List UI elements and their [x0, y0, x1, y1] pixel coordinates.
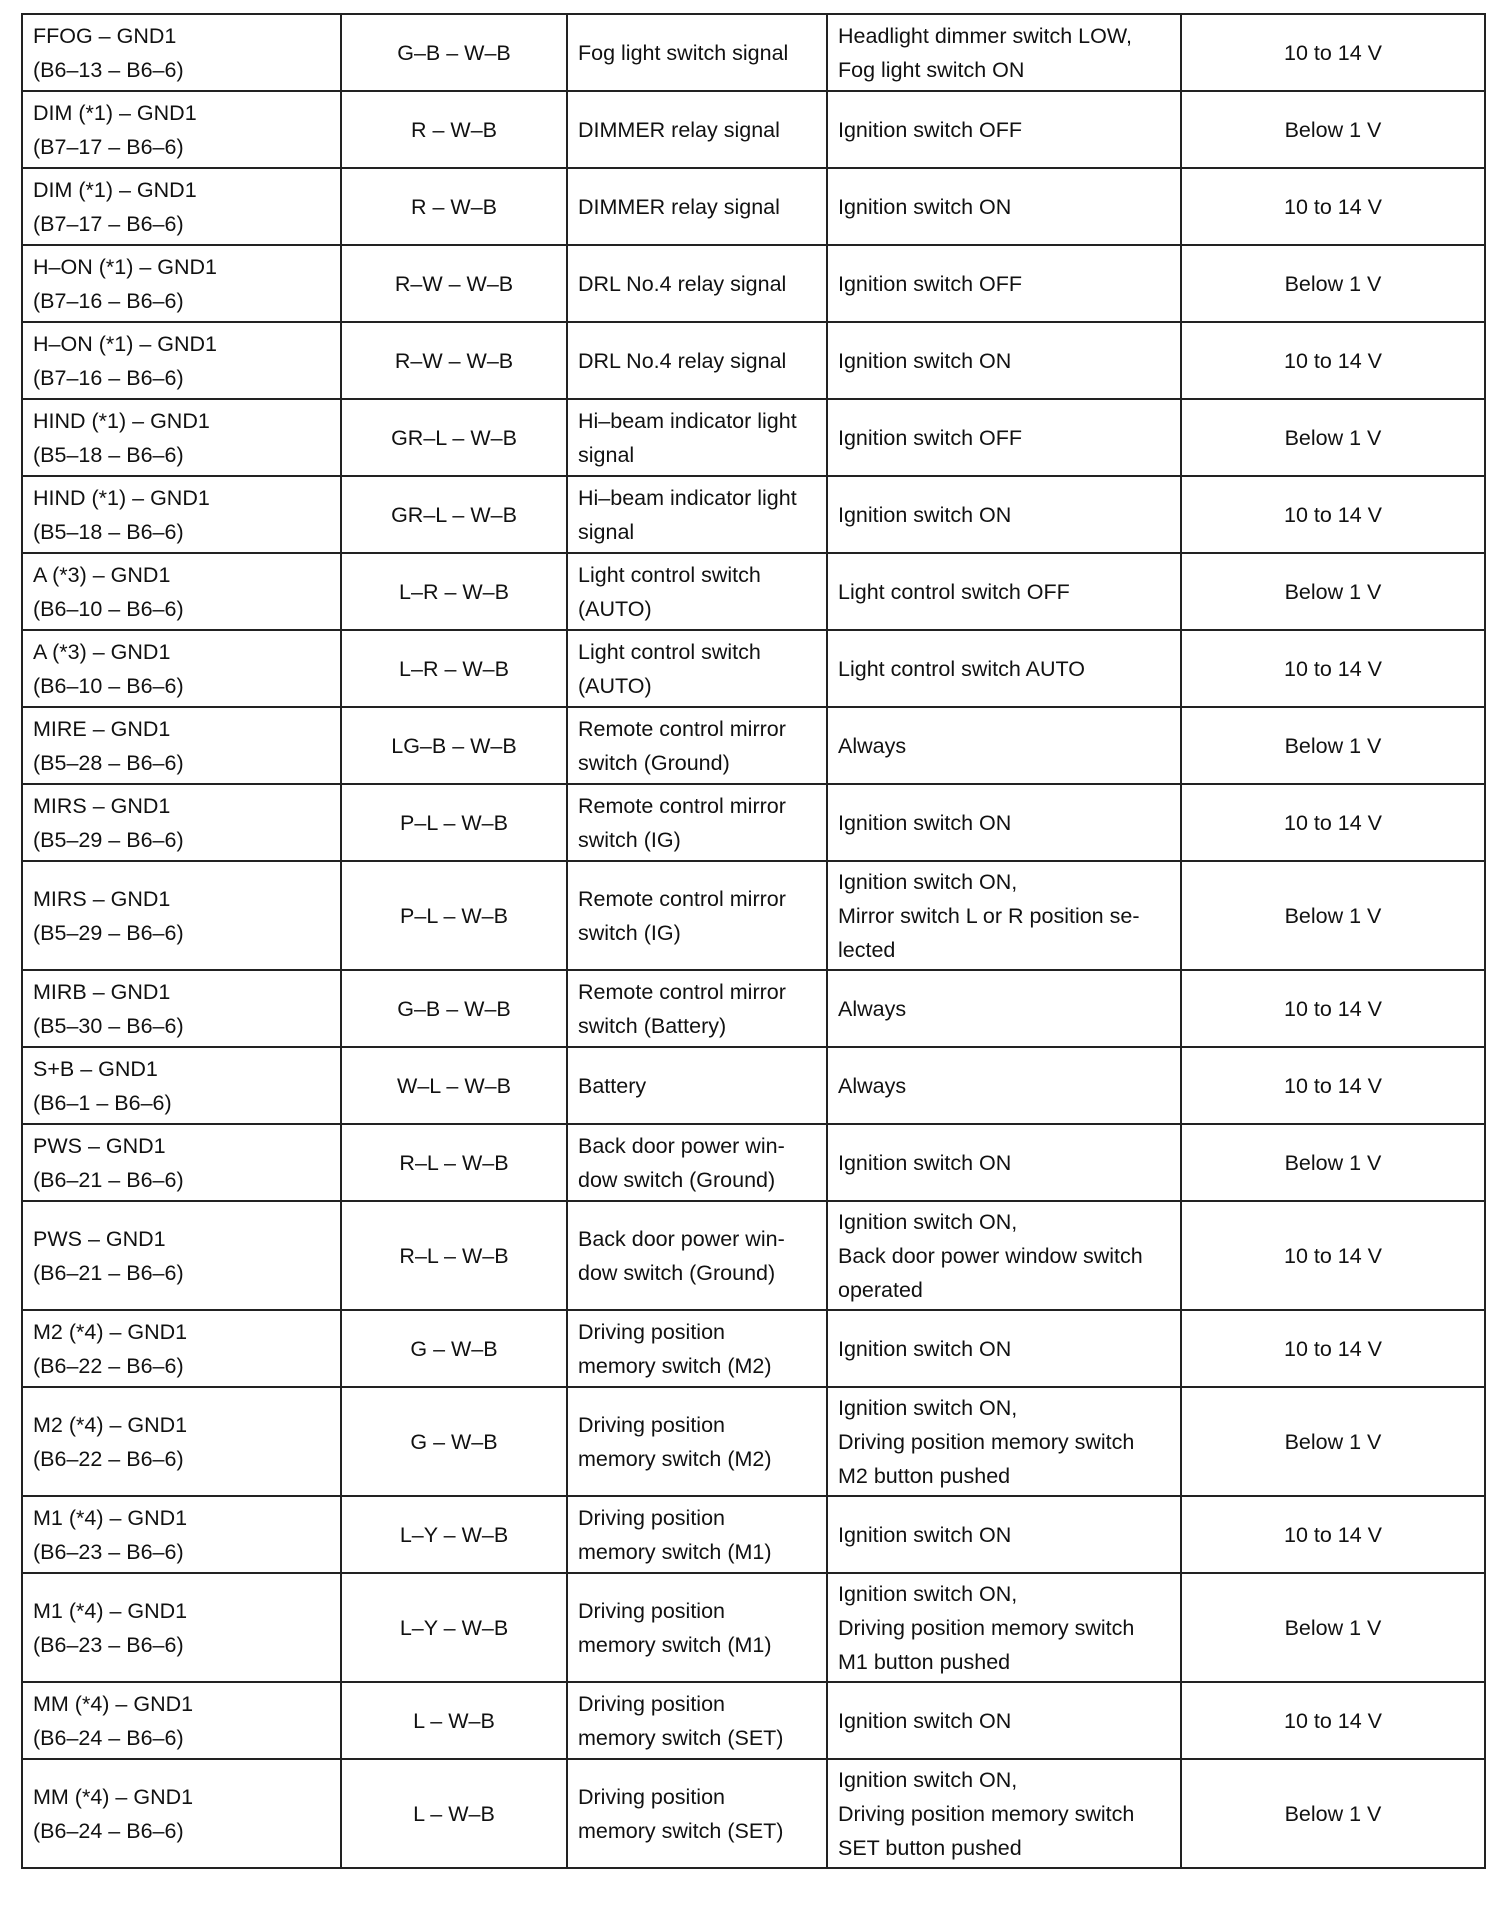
- condition-cell: Always: [827, 970, 1181, 1047]
- description-cell: Driving position memory switch (M1): [567, 1573, 827, 1682]
- terminal-cell: M1 (*4) – GND1 (B6–23 – B6–6): [22, 1496, 341, 1573]
- wiring-color-cell: R – W–B: [341, 91, 567, 168]
- terminal-cell: FFOG – GND1 (B6–13 – B6–6): [22, 14, 341, 91]
- specified-condition-cell: 10 to 14 V: [1181, 476, 1485, 553]
- specified-condition-cell: Below 1 V: [1181, 399, 1485, 476]
- table-row: [22, 245, 1485, 322]
- table-row: [22, 322, 1485, 399]
- table-row: [22, 399, 1485, 476]
- specified-condition-cell: Below 1 V: [1181, 1124, 1485, 1201]
- description-cell: Battery: [567, 1047, 827, 1124]
- terminal-cell: DIM (*1) – GND1 (B7–17 – B6–6): [22, 91, 341, 168]
- wiring-color-cell: R – W–B: [341, 168, 567, 245]
- table-row: [22, 1682, 1485, 1759]
- terminal-cell: HIND (*1) – GND1 (B5–18 – B6–6): [22, 399, 341, 476]
- terminal-cell: PWS – GND1 (B6–21 – B6–6): [22, 1124, 341, 1201]
- condition-cell: Ignition switch ON: [827, 1310, 1181, 1387]
- table-row: [22, 970, 1485, 1047]
- specified-condition-cell: 10 to 14 V: [1181, 970, 1485, 1047]
- terminal-cell: A (*3) – GND1 (B6–10 – B6–6): [22, 553, 341, 630]
- wiring-color-cell: LG–B – W–B: [341, 707, 567, 784]
- wiring-color-cell: L–R – W–B: [341, 553, 567, 630]
- terminal-cell: HIND (*1) – GND1 (B5–18 – B6–6): [22, 476, 341, 553]
- table-row: [22, 553, 1485, 630]
- wiring-color-cell: P–L – W–B: [341, 784, 567, 861]
- terminal-cell: S+B – GND1 (B6–1 – B6–6): [22, 1047, 341, 1124]
- description-cell: Remote control mirror switch (Battery): [567, 970, 827, 1047]
- condition-cell: Light control switch AUTO: [827, 630, 1181, 707]
- table-row: [22, 1047, 1485, 1124]
- terminal-cell: A (*3) – GND1 (B6–10 – B6–6): [22, 630, 341, 707]
- condition-cell: Ignition switch ON, Back door power window switch operated: [827, 1201, 1181, 1310]
- specified-condition-cell: 10 to 14 V: [1181, 1310, 1485, 1387]
- description-cell: Light control switch (AUTO): [567, 553, 827, 630]
- specified-condition-cell: Below 1 V: [1181, 553, 1485, 630]
- terminal-cell: MIRE – GND1 (B5–28 – B6–6): [22, 707, 341, 784]
- condition-cell: Always: [827, 707, 1181, 784]
- table-row: [22, 1496, 1485, 1573]
- wiring-color-cell: R–L – W–B: [341, 1124, 567, 1201]
- condition-cell: Ignition switch ON: [827, 1124, 1181, 1201]
- table-row: [22, 1573, 1485, 1682]
- specified-condition-cell: 10 to 14 V: [1181, 322, 1485, 399]
- description-cell: Driving position memory switch (SET): [567, 1759, 827, 1868]
- condition-cell: Ignition switch ON: [827, 476, 1181, 553]
- terminal-cell: MIRS – GND1 (B5–29 – B6–6): [22, 784, 341, 861]
- terminal-cell: MIRB – GND1 (B5–30 – B6–6): [22, 970, 341, 1047]
- wiring-color-cell: L–Y – W–B: [341, 1496, 567, 1573]
- specified-condition-cell: Below 1 V: [1181, 1573, 1485, 1682]
- condition-cell: Ignition switch ON, Driving position memory switch M1 button pushed: [827, 1573, 1181, 1682]
- wiring-color-cell: L – W–B: [341, 1682, 567, 1759]
- table-row: [22, 1124, 1485, 1201]
- description-cell: Back door power win- dow switch (Ground): [567, 1124, 827, 1201]
- condition-cell: Ignition switch OFF: [827, 245, 1181, 322]
- terminal-cell: H–ON (*1) – GND1 (B7–16 – B6–6): [22, 245, 341, 322]
- specified-condition-cell: 10 to 14 V: [1181, 1201, 1485, 1310]
- wiring-color-cell: G – W–B: [341, 1310, 567, 1387]
- terminal-cell: PWS – GND1 (B6–21 – B6–6): [22, 1201, 341, 1310]
- description-cell: Remote control mirror switch (Ground): [567, 707, 827, 784]
- condition-cell: Ignition switch ON, Driving position memory switch SET button pushed: [827, 1759, 1181, 1868]
- table-row: [22, 14, 1485, 91]
- terminal-cell: H–ON (*1) – GND1 (B7–16 – B6–6): [22, 322, 341, 399]
- specified-condition-cell: Below 1 V: [1181, 1759, 1485, 1868]
- description-cell: DIMMER relay signal: [567, 168, 827, 245]
- table-row: [22, 630, 1485, 707]
- wiring-color-cell: R–W – W–B: [341, 245, 567, 322]
- specified-condition-cell: Below 1 V: [1181, 861, 1485, 970]
- terminal-cell: M2 (*4) – GND1 (B6–22 – B6–6): [22, 1310, 341, 1387]
- specified-condition-cell: 10 to 14 V: [1181, 14, 1485, 91]
- condition-cell: Light control switch OFF: [827, 553, 1181, 630]
- terminal-cell: MIRS – GND1 (B5–29 – B6–6): [22, 861, 341, 970]
- condition-cell: Ignition switch ON: [827, 1496, 1181, 1573]
- wiring-color-cell: L – W–B: [341, 1759, 567, 1868]
- wiring-color-cell: L–R – W–B: [341, 630, 567, 707]
- condition-cell: Ignition switch ON: [827, 1682, 1181, 1759]
- specified-condition-cell: 10 to 14 V: [1181, 1047, 1485, 1124]
- description-cell: Back door power win- dow switch (Ground): [567, 1201, 827, 1310]
- table-row: [22, 784, 1485, 861]
- specified-condition-cell: Below 1 V: [1181, 245, 1485, 322]
- specified-condition-cell: Below 1 V: [1181, 707, 1485, 784]
- wiring-color-cell: G – W–B: [341, 1387, 567, 1496]
- wiring-color-cell: R–W – W–B: [341, 322, 567, 399]
- condition-cell: Headlight dimmer switch LOW, Fog light switch ON: [827, 14, 1181, 91]
- wiring-color-cell: GR–L – W–B: [341, 476, 567, 553]
- condition-cell: Always: [827, 1047, 1181, 1124]
- specified-condition-cell: Below 1 V: [1181, 1387, 1485, 1496]
- description-cell: Remote control mirror switch (IG): [567, 861, 827, 970]
- table-row: [22, 476, 1485, 553]
- description-cell: DIMMER relay signal: [567, 91, 827, 168]
- description-cell: Hi–beam indicator light signal: [567, 399, 827, 476]
- condition-cell: Ignition switch ON, Driving position memory switch M2 button pushed: [827, 1387, 1181, 1496]
- condition-cell: Ignition switch ON, Mirror switch L or R position se- lected: [827, 861, 1181, 970]
- specified-condition-cell: 10 to 14 V: [1181, 784, 1485, 861]
- terminal-cell: MM (*4) – GND1 (B6–24 – B6–6): [22, 1759, 341, 1868]
- wiring-color-cell: L–Y – W–B: [341, 1573, 567, 1682]
- terminal-cell: DIM (*1) – GND1 (B7–17 – B6–6): [22, 168, 341, 245]
- specified-condition-cell: Below 1 V: [1181, 91, 1485, 168]
- terminal-cell: M1 (*4) – GND1 (B6–23 – B6–6): [22, 1573, 341, 1682]
- condition-cell: Ignition switch ON: [827, 322, 1181, 399]
- wiring-color-cell: GR–L – W–B: [341, 399, 567, 476]
- table-row: [22, 1759, 1485, 1868]
- description-cell: DRL No.4 relay signal: [567, 245, 827, 322]
- description-cell: Driving position memory switch (M2): [567, 1387, 827, 1496]
- table-row: [22, 168, 1485, 245]
- description-cell: Driving position memory switch (M2): [567, 1310, 827, 1387]
- table-row: [22, 707, 1485, 784]
- specified-condition-cell: 10 to 14 V: [1181, 168, 1485, 245]
- condition-cell: Ignition switch ON: [827, 168, 1181, 245]
- terminal-spec-table: [21, 13, 1486, 1869]
- description-cell: Hi–beam indicator light signal: [567, 476, 827, 553]
- terminal-cell: M2 (*4) – GND1 (B6–22 – B6–6): [22, 1387, 341, 1496]
- wiring-color-cell: G–B – W–B: [341, 970, 567, 1047]
- condition-cell: Ignition switch OFF: [827, 399, 1181, 476]
- table-row: [22, 1310, 1485, 1387]
- wiring-color-cell: R–L – W–B: [341, 1201, 567, 1310]
- table-body: [22, 14, 1485, 1868]
- table-row: [22, 861, 1485, 970]
- wiring-color-cell: W–L – W–B: [341, 1047, 567, 1124]
- specified-condition-cell: 10 to 14 V: [1181, 1496, 1485, 1573]
- description-cell: Driving position memory switch (SET): [567, 1682, 827, 1759]
- condition-cell: Ignition switch ON: [827, 784, 1181, 861]
- description-cell: Fog light switch signal: [567, 14, 827, 91]
- table-row: [22, 91, 1485, 168]
- terminal-cell: MM (*4) – GND1 (B6–24 – B6–6): [22, 1682, 341, 1759]
- description-cell: Light control switch (AUTO): [567, 630, 827, 707]
- wiring-color-cell: P–L – W–B: [341, 861, 567, 970]
- condition-cell: Ignition switch OFF: [827, 91, 1181, 168]
- specified-condition-cell: 10 to 14 V: [1181, 1682, 1485, 1759]
- description-cell: DRL No.4 relay signal: [567, 322, 827, 399]
- description-cell: Remote control mirror switch (IG): [567, 784, 827, 861]
- specified-condition-cell: 10 to 14 V: [1181, 630, 1485, 707]
- wiring-color-cell: G–B – W–B: [341, 14, 567, 91]
- table-row: [22, 1387, 1485, 1496]
- description-cell: Driving position memory switch (M1): [567, 1496, 827, 1573]
- table-row: [22, 1201, 1485, 1310]
